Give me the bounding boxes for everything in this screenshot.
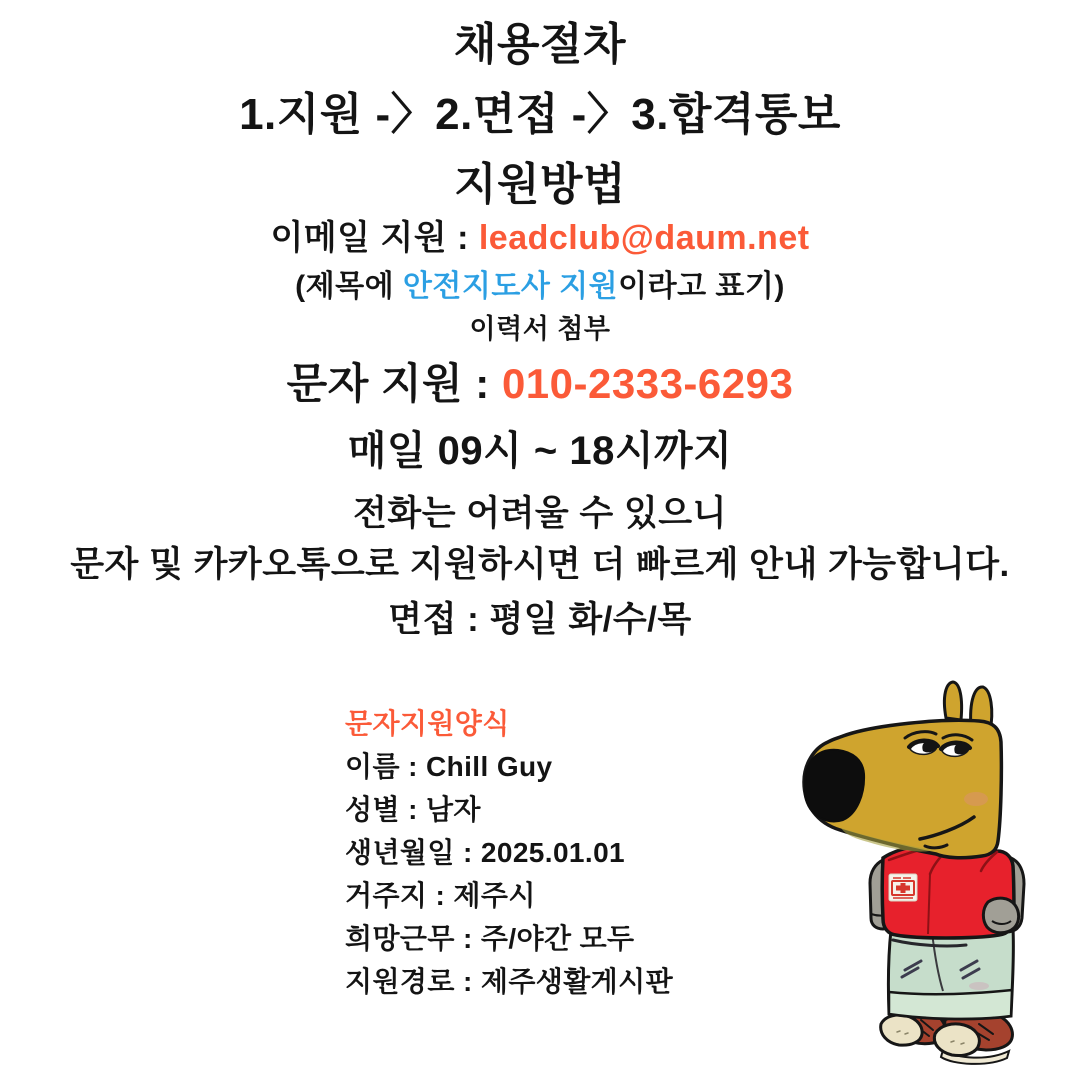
hours-note: 매일 09시 ~ 18시까지 bbox=[347, 429, 733, 473]
phone-note: 전화는 어려울 수 있으니 bbox=[353, 494, 727, 533]
sms-label: 문자 지원 : bbox=[286, 360, 502, 407]
process-title: 채용절차 bbox=[453, 20, 626, 69]
sms-form-title: 문자지원양식 bbox=[345, 708, 510, 739]
email-line bbox=[0, 210, 1080, 259]
subject-highlight: 안전지도사 지원 bbox=[402, 270, 619, 303]
sms-line bbox=[0, 351, 1080, 411]
cheek-blush bbox=[964, 792, 988, 806]
sms-form-field-shift: 희망근무 : 주/야간 모두 bbox=[345, 923, 635, 954]
hand-in-pocket bbox=[983, 898, 1018, 933]
sms-form-field-source: 지원경로 : 제주생활게시판 bbox=[345, 966, 674, 997]
jeans bbox=[888, 928, 1013, 1019]
subject-suffix: 이라고 표기) bbox=[618, 270, 785, 303]
chill-guy-character-image bbox=[793, 678, 1053, 1080]
sms-form-field-gender: 성별 : 남자 bbox=[345, 794, 481, 825]
interview-note: 면접 : 평일 화/수/목 bbox=[388, 600, 692, 639]
sms-form-field-birthdate: 생년월일 : 2025.01.01 bbox=[345, 837, 626, 868]
kakao-note: 문자 및 카카오톡으로 지원하시면 더 빠르게 안내 가능합니다. bbox=[70, 545, 1010, 584]
email-address: leadclub@daum.net bbox=[478, 219, 810, 257]
subject-note-line bbox=[0, 261, 1080, 305]
first-aid-patch-icon bbox=[889, 874, 917, 901]
resume-note: 이력서 첨부 bbox=[469, 314, 611, 344]
sms-form-block bbox=[345, 702, 673, 1003]
sms-form-field-name: 이름 : Chill Guy bbox=[345, 751, 553, 782]
dog-nose bbox=[805, 750, 864, 822]
dog-head bbox=[804, 720, 1001, 857]
process-steps: 1.지원 -〉2.면접 -〉3.합격통보 bbox=[239, 90, 841, 139]
subject-prefix: (제목에 bbox=[295, 270, 403, 303]
email-label: 이메일 지원 : bbox=[270, 219, 479, 257]
method-title: 지원방법 bbox=[453, 160, 626, 209]
sms-form-field-residence: 거주지 : 제주시 bbox=[345, 880, 536, 911]
sms-phone-number: 010-2333-6293 bbox=[501, 360, 794, 407]
